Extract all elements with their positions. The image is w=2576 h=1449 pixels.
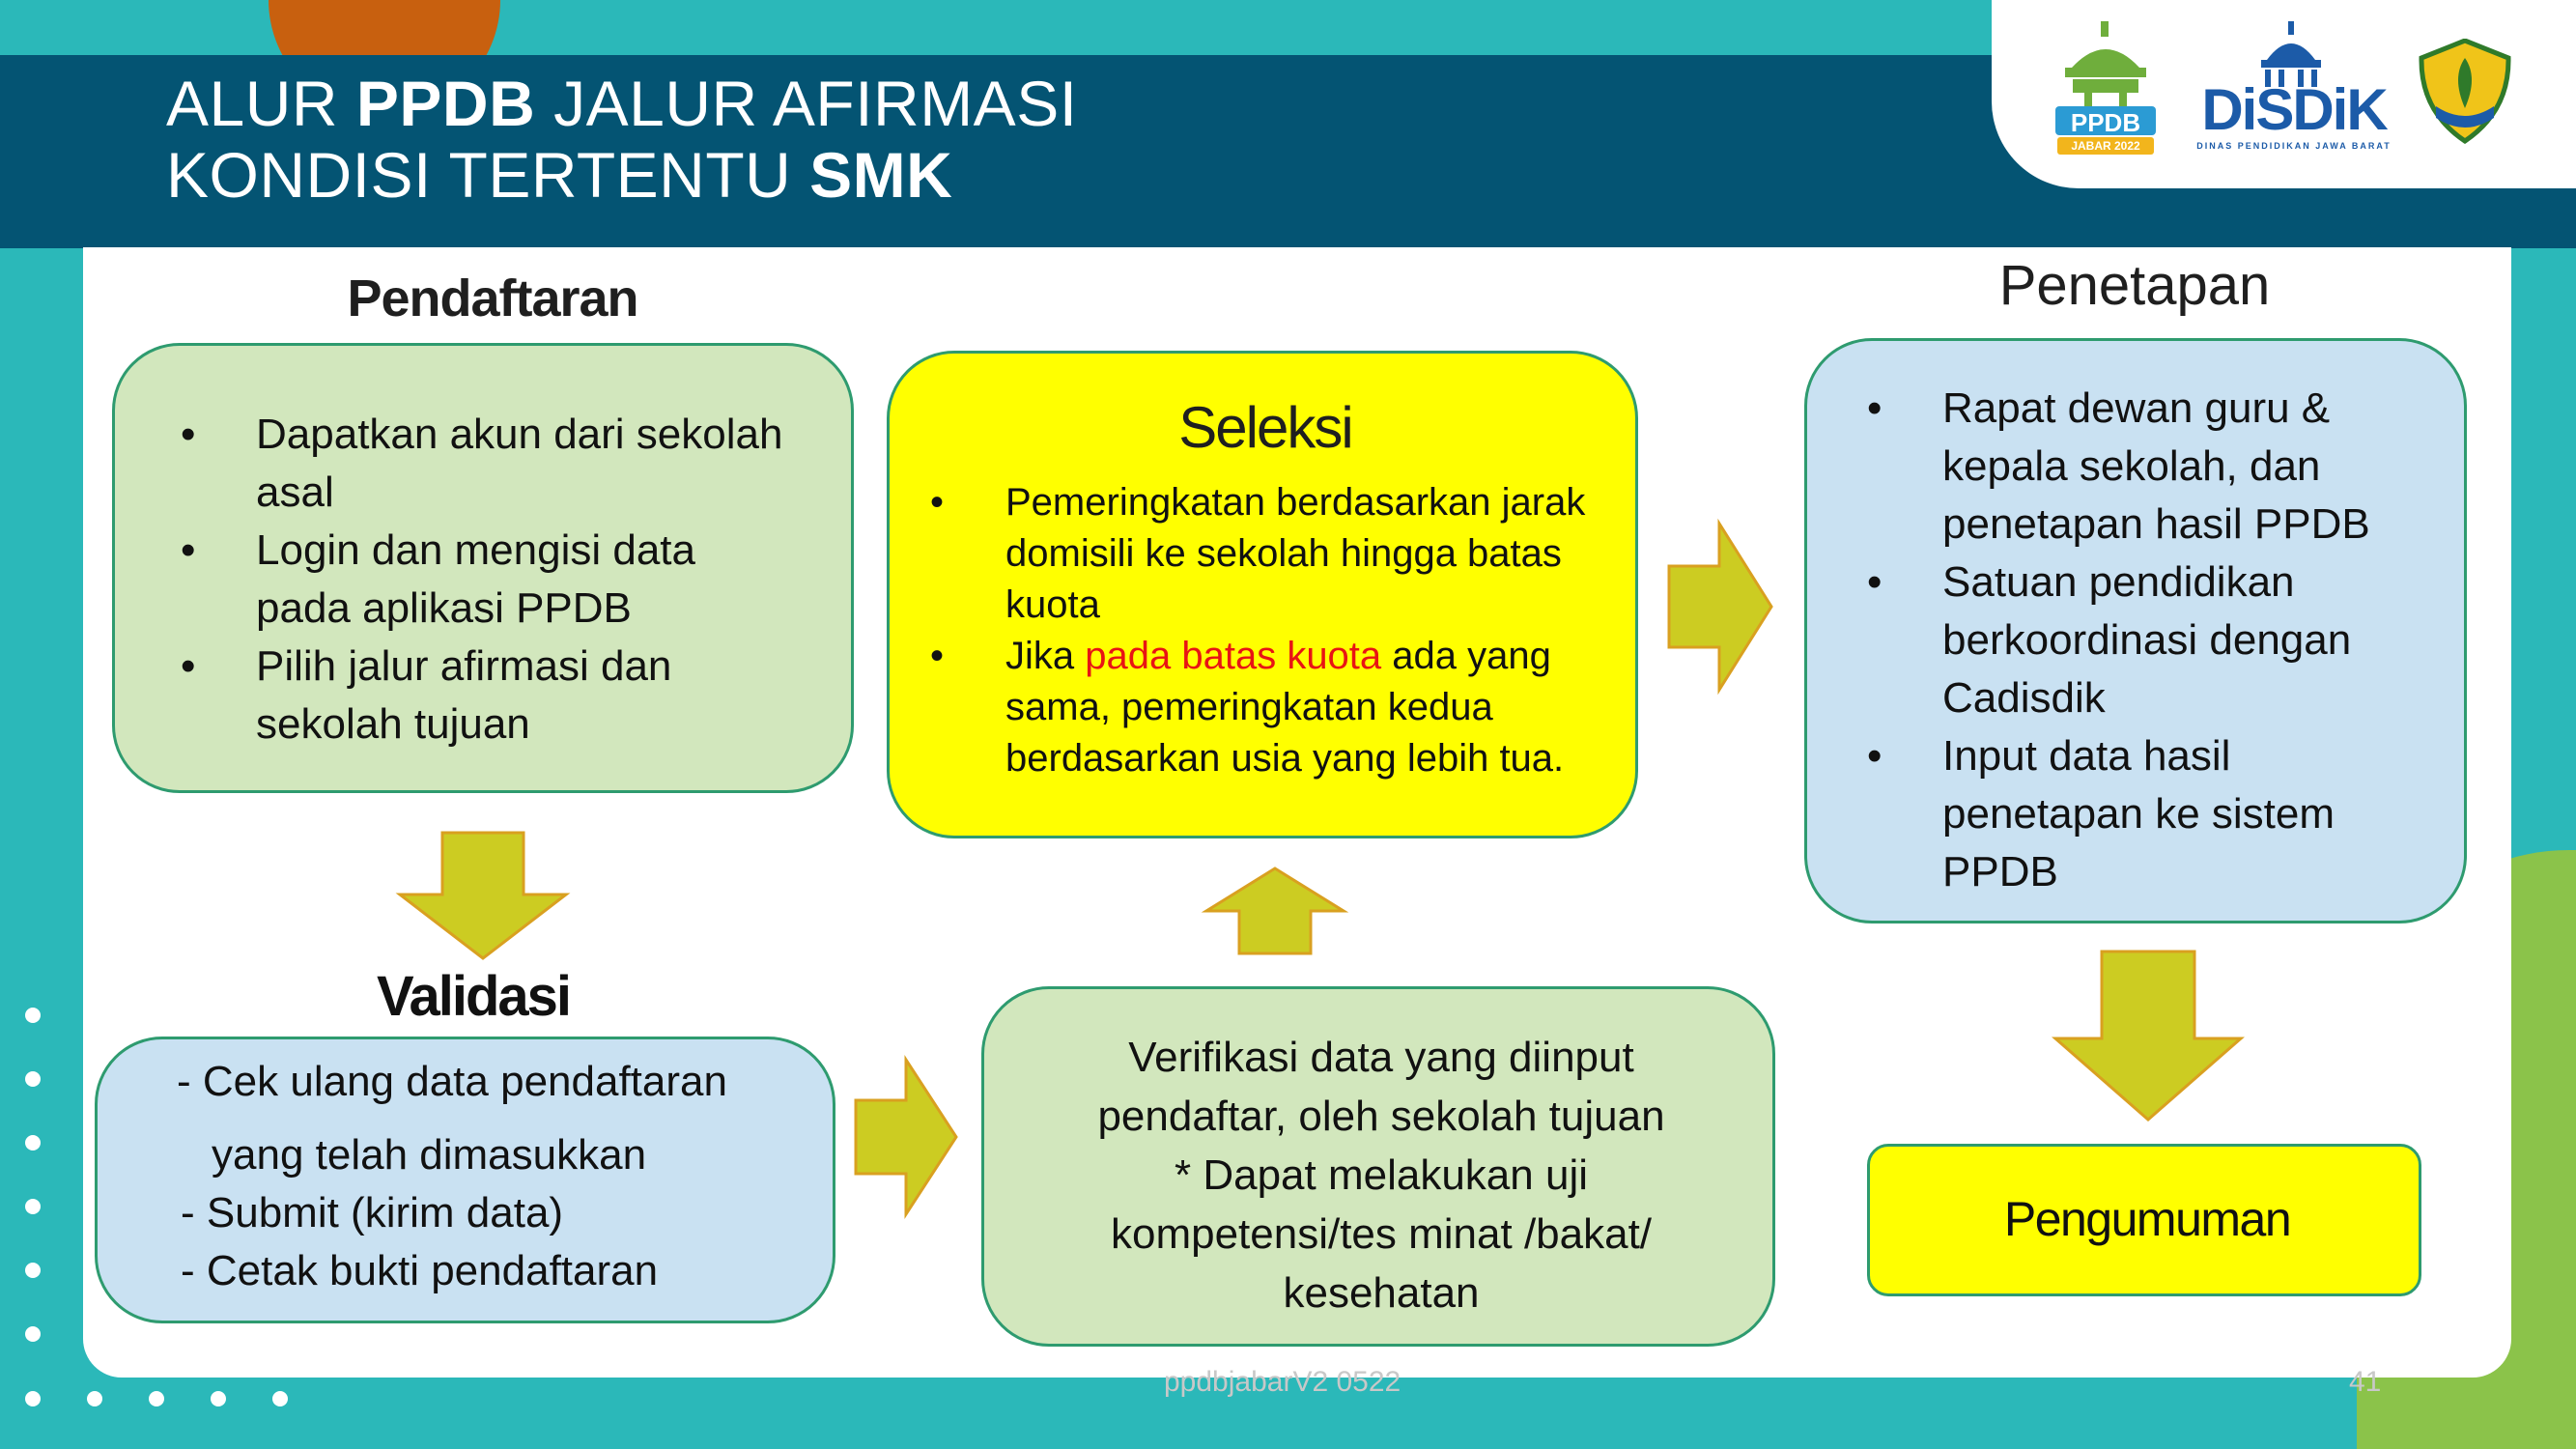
validasi-line: - Submit (kirim data): [181, 1189, 564, 1236]
arrow-down-icon: [2052, 950, 2245, 1123]
verifikasi-box: [981, 986, 1775, 1347]
decorative-dot: [25, 1199, 41, 1214]
pendaftaran-box: [112, 343, 854, 793]
seleksi-item: • Pemeringkatan berdasarkan jarak domisili ke sekolah hingga batas kuota: [930, 477, 1606, 631]
decorative-dot: [25, 1071, 41, 1087]
pendaftaran-item: • Pilih jalur afirmasi dan sekolah tujuan: [181, 638, 799, 753]
pendaftaran-list: [181, 406, 799, 753]
decorative-dot: [87, 1391, 102, 1406]
arrow-up-icon: [1203, 867, 1347, 955]
decorative-dot: [25, 1391, 41, 1406]
seleksi-list: [930, 477, 1606, 784]
logo-area: [1992, 0, 2576, 188]
ppdb-logo: [2048, 21, 2164, 156]
pendaftaran-title: Pendaftaran: [347, 270, 638, 327]
disdik-logo-text: DiSDiK: [2201, 77, 2387, 142]
decorative-dot: [211, 1391, 226, 1406]
verifikasi-line: Verifikasi data yang diinput: [1128, 1034, 1634, 1081]
pendaftaran-item: • Dapatkan akun dari sekolah asal: [181, 406, 799, 522]
highlight-text: pada batas kuota: [1085, 635, 1382, 677]
arrow-down-icon: [396, 831, 570, 961]
slide-title: ALUR PPDB JALUR AFIRMASI KONDISI TERTENTU SMK: [166, 68, 1078, 211]
penetapan-item: • Input data hasil penetapan ke sistem PPDB: [1867, 727, 2427, 901]
validasi-box: [95, 1037, 835, 1323]
validasi-line: - Cetak bukti pendaftaran: [181, 1247, 659, 1294]
validasi-line: yang telah dimasukkan: [212, 1131, 647, 1179]
verifikasi-text: [984, 1028, 1778, 1322]
penetapan-box: [1804, 338, 2467, 923]
decorative-dot: [25, 1263, 41, 1278]
decorative-dot: [25, 1135, 41, 1151]
verifikasi-line: * Dapat melakukan uji: [1174, 1151, 1588, 1199]
decorative-dot: [149, 1391, 164, 1406]
seleksi-box: [887, 351, 1638, 838]
pengumuman-title: Pengumuman: [2003, 1192, 2291, 1246]
arrow-right-icon: [1667, 522, 1775, 692]
decorative-dot: [25, 1326, 41, 1342]
ppdb-logo-text: PPDB: [2070, 108, 2141, 137]
penetapan-item: • Rapat dewan guru & kepala sekolah, dan penetapan hasil PPDB: [1867, 380, 2427, 554]
ppdb-logo-subtext: JABAR 2022: [2071, 139, 2140, 153]
arrow-right-icon: [854, 1058, 960, 1217]
page-number: 41: [2349, 1366, 2382, 1398]
verifikasi-line: pendaftar, oleh sekolah tujuan: [1097, 1093, 1665, 1140]
seleksi-item: • Jika pada batas kuota ada yang sama, pemeringkatan kedua berdasarkan usia yang lebih tua.: [930, 631, 1606, 784]
disdik-logo-subtext: DINAS PENDIDIKAN JAWA BARAT: [2196, 141, 2392, 151]
penetapan-list: [1867, 380, 2427, 901]
penetapan-title: Penetapan: [1998, 254, 2271, 317]
verifikasi-line: kompetensi/tes minat /bakat/: [1110, 1210, 1653, 1258]
jabar-emblem-icon: [2417, 39, 2513, 145]
decorative-dot: [25, 1008, 41, 1023]
decorative-dot: [272, 1391, 288, 1406]
seleksi-title: Seleksi: [1178, 395, 1352, 460]
validasi-title: Validasi: [376, 965, 571, 1028]
disdik-logo: [2188, 21, 2400, 156]
pendaftaran-item: • Login dan mengisi data pada aplikasi PPDB: [181, 522, 799, 638]
penetapan-item: • Satuan pendidikan berkoordinasi dengan Cadisdik: [1867, 554, 2427, 727]
footer-text: ppdbjabarV2 0522: [1164, 1366, 1401, 1398]
pengumuman-box: [1867, 1144, 2421, 1296]
verifikasi-line: kesehatan: [1283, 1269, 1480, 1317]
validasi-line: - Cek ulang data pendaftaran: [177, 1058, 727, 1105]
